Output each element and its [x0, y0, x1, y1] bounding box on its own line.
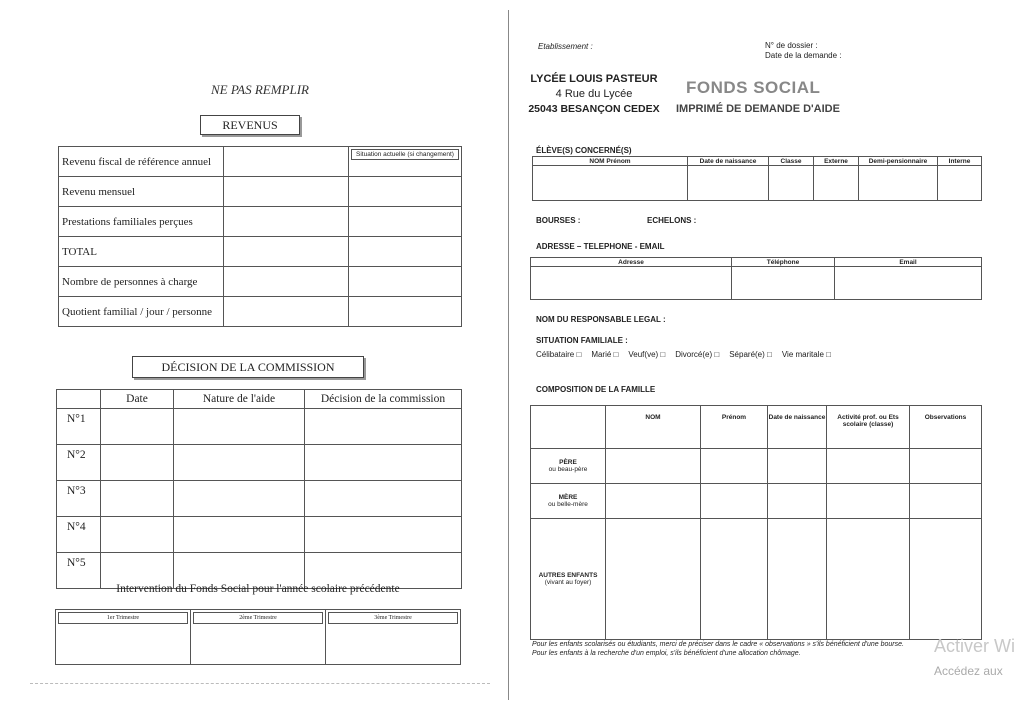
observations-cell[interactable]	[910, 449, 982, 484]
decision-cell[interactable]	[305, 409, 462, 445]
demi-pension-cell[interactable]	[859, 166, 938, 201]
echelons-label: ECHELONS :	[647, 216, 697, 225]
bourses-label: BOURSES :	[536, 216, 581, 225]
birthdate-cell[interactable]	[768, 449, 827, 484]
revenus-heading: REVENUS	[200, 115, 300, 135]
checkbox-veuf[interactable]: Veuf(ve) □	[628, 350, 665, 359]
family-member-label	[531, 449, 606, 484]
table-row	[59, 267, 462, 297]
column-header: Nature de l'aide	[174, 390, 305, 409]
table-row	[59, 177, 462, 207]
footnote-line: Pour les enfants à la recherche d'un emploi, s'ils bénéficient d'une allocation chômage.	[532, 650, 801, 657]
name-cell[interactable]	[606, 449, 701, 484]
amount-cell[interactable]	[224, 267, 349, 297]
trimester-cell[interactable]	[191, 610, 326, 665]
column-header: Date de naissance	[768, 406, 827, 449]
scan-edge-line	[30, 683, 490, 684]
legal-guardian-label: NOM DU RESPONSABLE LEGAL :	[536, 315, 666, 324]
amount-cell[interactable]	[224, 147, 349, 177]
request-date-label: Date de la demande :	[765, 51, 842, 60]
table-row	[533, 166, 982, 201]
column-header: NOM Prénom	[533, 157, 688, 166]
member-title: PÈRE	[559, 459, 577, 466]
activity-cell[interactable]	[827, 519, 910, 640]
column-header: Interne	[938, 157, 982, 166]
column-header: Prénom	[701, 406, 768, 449]
nature-cell[interactable]	[174, 445, 305, 481]
column-header: Téléphone	[732, 258, 835, 267]
column-header: Externe	[814, 157, 859, 166]
table-row	[57, 481, 462, 517]
school-street: 4 Rue du Lycée	[555, 88, 633, 100]
firstname-cell[interactable]	[701, 449, 768, 484]
situation-header: Situation actuelle (si changement)	[351, 149, 459, 160]
situation-cell[interactable]	[349, 177, 462, 207]
table-header-row	[531, 406, 982, 449]
trimester-table	[55, 609, 461, 665]
observations-cell[interactable]	[910, 484, 982, 519]
dossier-number-label: N° de dossier :	[765, 41, 818, 50]
address-table	[530, 257, 982, 300]
table-row	[57, 409, 462, 445]
family-situation-label: SITUATION FAMILIALE :	[536, 336, 628, 345]
decision-heading: DÉCISION DE LA COMMISSION	[132, 356, 364, 378]
checkbox-separe[interactable]: Séparé(e) □	[729, 350, 772, 359]
member-subtitle: (vivant au foyer)	[544, 579, 592, 586]
column-header	[531, 406, 606, 449]
table-row	[531, 449, 982, 484]
table-row	[57, 517, 462, 553]
family-situation-options	[536, 350, 831, 359]
externe-cell[interactable]	[814, 166, 859, 201]
table-row	[56, 610, 461, 665]
checkbox-divorce[interactable]: Divorcé(e) □	[675, 350, 719, 359]
table-row	[59, 237, 462, 267]
activity-cell[interactable]	[827, 484, 910, 519]
school-name: LYCÉE LOUIS PASTEUR	[530, 73, 658, 85]
decision-cell[interactable]	[305, 481, 462, 517]
row-label: Revenu fiscal de référence annuel	[59, 147, 224, 177]
date-cell[interactable]	[101, 409, 174, 445]
page-fold-divider	[508, 10, 509, 700]
firstname-cell[interactable]	[701, 519, 768, 640]
column-header: Classe	[769, 157, 814, 166]
nature-cell[interactable]	[174, 409, 305, 445]
row-label: Nombre de personnes à charge	[59, 267, 224, 297]
row-number: N°1	[57, 409, 101, 445]
not-to-fill-title: NE PAS REMPLIR	[211, 82, 309, 97]
amount-cell[interactable]	[224, 237, 349, 267]
checkbox-vie-maritale[interactable]: Vie maritale □	[782, 350, 831, 359]
row-number: N°5	[57, 553, 101, 589]
nature-cell[interactable]	[174, 517, 305, 553]
observations-cell[interactable]	[910, 519, 982, 640]
situation-cell[interactable]	[349, 267, 462, 297]
column-header: Demi-pensionnaire	[859, 157, 938, 166]
column-header: Adresse	[531, 258, 732, 267]
decision-cell[interactable]	[305, 445, 462, 481]
form-subtitle: IMPRIMÉ DE DEMANDE D'AIDE	[676, 103, 840, 115]
situation-cell[interactable]	[349, 147, 462, 177]
trimester-header: 1er Trimestre	[58, 612, 188, 624]
student-name-cell[interactable]	[533, 166, 688, 201]
footnote-line: Pour les enfants scolarisés ou étudiants, merci de préciser dans le cadre « observations » s'ils bénéficient d'une bourse.	[532, 641, 904, 648]
family-composition-label: COMPOSITION DE LA FAMILLE	[536, 385, 656, 394]
footnote	[532, 640, 982, 658]
date-cell[interactable]	[101, 481, 174, 517]
trimester-cell[interactable]	[326, 610, 461, 665]
firstname-cell[interactable]	[701, 484, 768, 519]
etablissement-label: Etablissement :	[538, 42, 593, 51]
table-header-row	[57, 390, 462, 409]
row-label: TOTAL	[59, 237, 224, 267]
school-city: 25043 BESANÇON CEDEX	[528, 103, 660, 115]
situation-cell[interactable]	[349, 207, 462, 237]
family-member-label	[531, 519, 606, 640]
intervention-label: Intervention du Fonds Social pour l'année scolaire précédente	[116, 583, 400, 595]
table-row	[531, 519, 982, 640]
activation-watermark: Activer Wi	[934, 636, 1015, 656]
name-cell[interactable]	[606, 519, 701, 640]
table-row	[57, 445, 462, 481]
member-title: AUTRES ENFANTS	[538, 572, 598, 579]
member-title: MÈRE	[558, 494, 578, 501]
family-composition-table	[530, 405, 982, 640]
address-cell[interactable]	[531, 267, 732, 300]
table-row	[59, 297, 462, 327]
situation-cell[interactable]	[349, 237, 462, 267]
table-row	[531, 267, 982, 300]
decision-cell[interactable]	[305, 517, 462, 553]
amount-cell[interactable]	[224, 297, 349, 327]
table-header-row	[531, 258, 982, 267]
revenus-table	[58, 146, 462, 327]
checkbox-celibataire[interactable]: Célibataire □	[536, 350, 581, 359]
column-header: Date de naissance	[688, 157, 769, 166]
table-row	[531, 484, 982, 519]
table-row	[59, 147, 462, 177]
nature-cell[interactable]	[174, 481, 305, 517]
form-title: FONDS SOCIAL	[686, 78, 821, 97]
situation-cell[interactable]	[349, 297, 462, 327]
member-subtitle: ou beau-père	[548, 466, 588, 473]
amount-cell[interactable]	[224, 177, 349, 207]
row-number: N°4	[57, 517, 101, 553]
column-header: Date	[101, 390, 174, 409]
email-cell[interactable]	[835, 267, 982, 300]
birthdate-cell[interactable]	[768, 484, 827, 519]
column-header: Activité prof. ou Ets scolaire (classe)	[827, 406, 910, 449]
birthdate-cell[interactable]	[688, 166, 769, 201]
row-label: Prestations familiales perçues	[59, 207, 224, 237]
column-header	[57, 390, 101, 409]
school-address-block	[520, 72, 668, 117]
column-header: Décision de la commission	[305, 390, 462, 409]
family-member-label	[531, 484, 606, 519]
decision-table	[56, 389, 462, 589]
class-cell[interactable]	[769, 166, 814, 201]
birthdate-cell[interactable]	[768, 519, 827, 640]
column-header: Observations	[910, 406, 982, 449]
students-table	[532, 156, 982, 201]
checkbox-marie[interactable]: Marié □	[591, 350, 618, 359]
row-label: Revenu mensuel	[59, 177, 224, 207]
activity-cell[interactable]	[827, 449, 910, 484]
date-cell[interactable]	[101, 517, 174, 553]
amount-cell[interactable]	[224, 207, 349, 237]
trimester-header: 3ème Trimestre	[328, 612, 458, 624]
row-number: N°2	[57, 445, 101, 481]
member-subtitle: ou belle-mère	[548, 501, 588, 508]
column-header: Email	[835, 258, 982, 267]
interne-cell[interactable]	[938, 166, 982, 201]
table-row	[59, 207, 462, 237]
table-header-row	[533, 157, 982, 166]
students-section-label: ÉLÈVE(S) CONCERNÉ(S)	[536, 146, 632, 155]
trimester-cell[interactable]	[56, 610, 191, 665]
row-number: N°3	[57, 481, 101, 517]
column-header: NOM	[606, 406, 701, 449]
phone-cell[interactable]	[732, 267, 835, 300]
name-cell[interactable]	[606, 484, 701, 519]
activation-watermark-sub: Accédez aux	[934, 664, 1003, 678]
row-label: Quotient familial / jour / personne	[59, 297, 224, 327]
address-section-label: ADRESSE – TELEPHONE - EMAIL	[536, 242, 665, 251]
dossier-info	[765, 41, 842, 61]
date-cell[interactable]	[101, 445, 174, 481]
trimester-header: 2ème Trimestre	[193, 612, 323, 624]
